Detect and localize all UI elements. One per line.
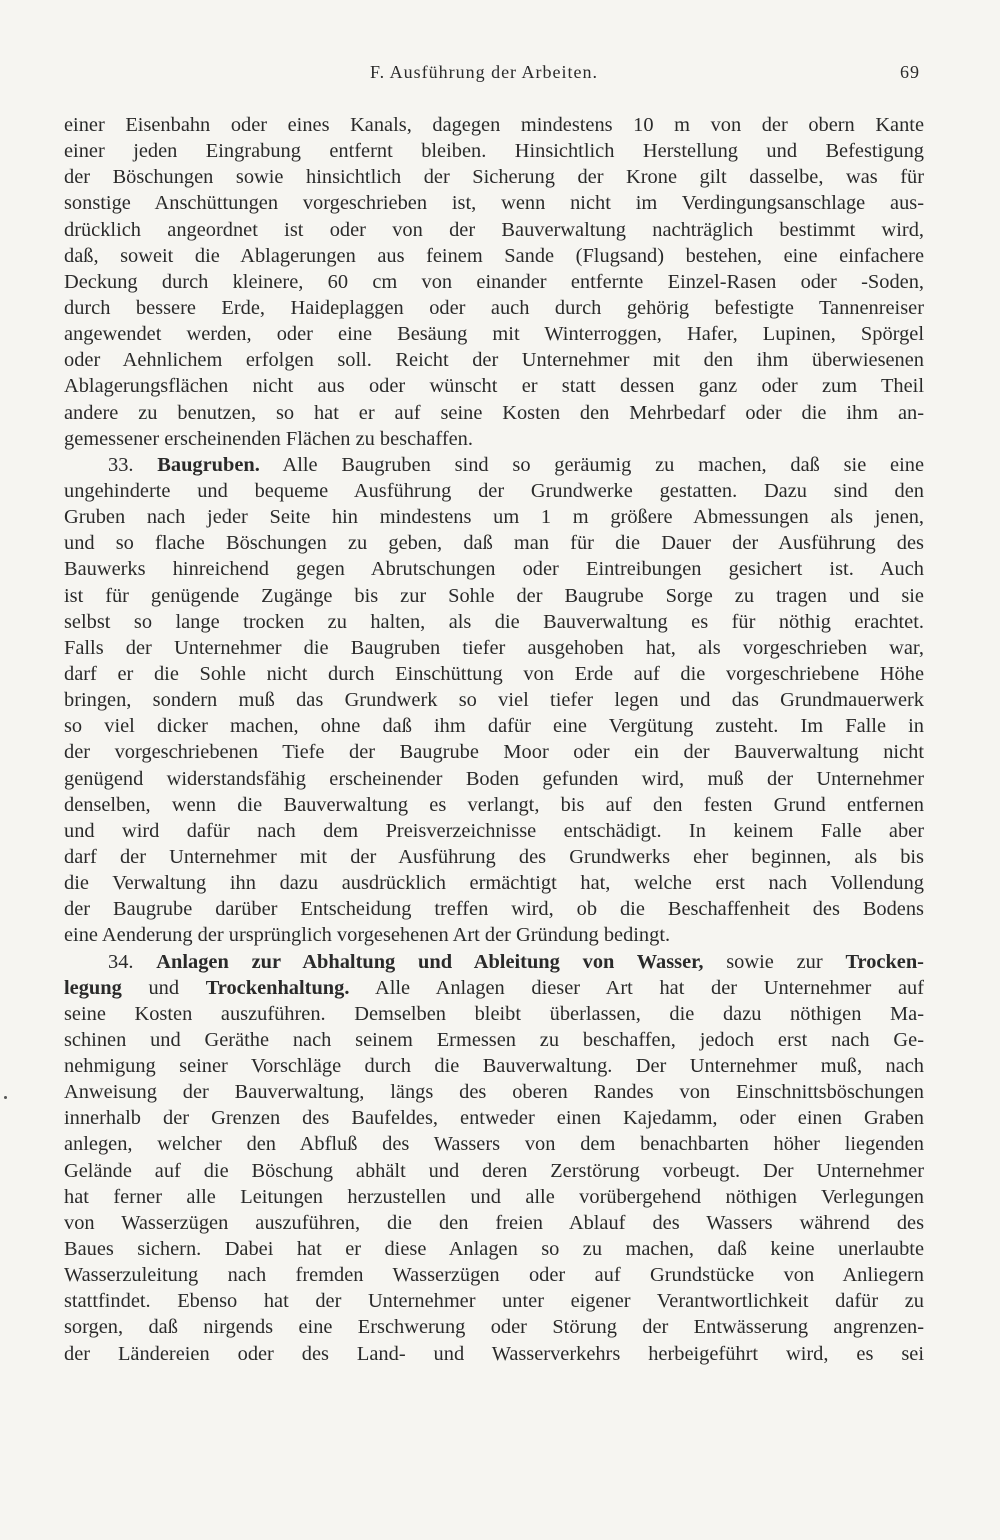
text-line: Anweisung der Bauverwaltung, längs des oberen Randes von Einschnittsböschungen	[64, 1081, 924, 1104]
section-34-title: Anlagen zur Abhaltung und Ableitung von Wasser,	[156, 950, 704, 973]
text-line: gemessener erscheinenden Flächen zu beschaffen.	[64, 427, 473, 450]
section-33-heading-line: 33. Baugruben. Alle Baugruben sind so geräumig zu machen, daß sie eine	[108, 453, 924, 476]
text-line: selbst so lange trocken zu halten, als die Bauverwaltung es für nöthig erachtet.	[64, 610, 924, 633]
text-line: anlegen, welcher den Abfluß des Wassers von dem benachbarten höher liegenden	[64, 1133, 924, 1156]
section-34-heading-line-2: legung und Trockenhaltung. Alle Anlagen dieser Art hat der Unternehmer auf	[64, 976, 924, 999]
section-33-title: Baugruben.	[157, 453, 260, 476]
text-line: denselben, wenn die Bauverwaltung es verlangt, bis auf den festen Grund entfernen	[64, 793, 924, 816]
text-line: so viel dicker machen, ohne daß ihm dafür eine Vergütung zusteht. Im Falle in	[64, 715, 924, 738]
running-head-title: F. Ausführung der Arbeiten.	[370, 62, 599, 82]
text-line: sorgen, daß nirgends eine Erschwerung oder Störung der Entwässerung angrenzen-	[64, 1316, 924, 1339]
text-line: sonstige Anschüttungen vorgeschrieben ist, wenn nicht im Verdingungsanschlage aus-	[64, 192, 924, 215]
text-line: Ablagerungsflächen nicht aus oder wünscht er statt dessen ganz oder zum Theil	[64, 375, 924, 398]
text-line: Baues sichern. Dabei hat er diese Anlagen so zu machen, daß keine unerlaubte	[64, 1238, 924, 1261]
text-line: der Ländereien oder des Land- und Wasserverkehrs herbeigeführt wird, es sei	[64, 1342, 924, 1365]
text-line: innerhalb der Grenzen des Baufeldes, entweder einen Kajedamm, oder einen Graben	[64, 1107, 924, 1130]
text-line: genügend widerstandsfähig erscheinender Boden gefunden wird, muß der Unternehmer	[64, 767, 924, 790]
text-line: daß, soweit die Ablagerungen aus feinem Sande (Flugsand) bestehen, eine einfachere	[64, 244, 924, 267]
section-34-heading-line: 34. Anlagen zur Abhaltung und Ableitung von Wasser, sowie zur Trocken-	[108, 950, 924, 973]
text-line: nehmigung seiner Vorschläge durch die Bauverwaltung. Der Unternehmer muß, nach	[64, 1055, 924, 1078]
page-number: 69	[900, 62, 920, 82]
text-line: und so flache Böschungen zu geben, daß man für die Dauer der Ausführung des	[64, 532, 924, 555]
text-line: oder Aehnlichem erfolgen soll. Reicht der Unternehmer mit den ihm überwiesenen	[64, 349, 924, 372]
text-line: Falls der Unternehmer die Baugruben tiefer ausgehoben hat, als vorgeschrieben war,	[64, 636, 924, 659]
text-line: andere zu benutzen, so hat er auf seine Kosten den Mehrbedarf oder die ihm an-	[64, 401, 924, 424]
text-line: die Verwaltung ihn dazu ausdrücklich ermächtigt hat, welche erst nach Vollendung	[64, 872, 924, 895]
text-line: einer Eisenbahn oder eines Kanals, dagegen mindestens 10 m von der obern Kante	[64, 114, 924, 136]
text-line: eine Aenderung der ursprünglich vorgesehenen Art der Gründung bedingt.	[64, 924, 671, 947]
text-line: bringen, sondern muß das Grundwerk so viel tiefer legen und das Grundmauerwerk	[64, 689, 924, 712]
text-line: einer jeden Eingrabung entfernt bleiben. Hinsichtlich Herstellung und Befestigung	[64, 140, 924, 163]
text-line: darf er die Sohle nicht durch Einschüttung von Erde auf die vorgeschriebene Höhe	[64, 662, 924, 685]
body-text	[64, 112, 924, 1367]
text-line: der Böschungen sowie hinsichtlich der Sicherung der Krone gilt dasselbe, was für	[64, 166, 924, 189]
text-line: Gruben nach jeder Seite hin mindestens um 1 m größere Abmessungen als jenen,	[64, 506, 924, 529]
text-line: der Baugrube darüber Entscheidung treffen wird, ob die Beschaffenheit des Bodens	[64, 898, 924, 921]
text-line: der vorgeschriebenen Tiefe der Baugrube Moor oder ein der Bauverwaltung nicht	[64, 741, 924, 764]
text-line: drücklich angeordnet ist oder von der Bauverwaltung nachträglich bestimmt wird,	[64, 218, 924, 241]
text-line: Bauwerks hinreichend gegen Abrutschungen oder Eintreibungen gesichert ist. Auch	[64, 558, 924, 581]
text-line: seine Kosten auszuführen. Demselben bleibt überlassen, die dazu nöthigen Ma-	[64, 1002, 924, 1025]
text-line: Gelände auf die Böschung abhält und deren Zerstörung vorbeugt. Der Unternehmer	[64, 1159, 924, 1182]
margin-speck	[4, 1096, 7, 1099]
text-line: Wasserzuleitung nach fremden Wasserzügen oder auf Grundstücke von Anliegern	[64, 1264, 924, 1287]
text-line: Deckung durch kleinere, 60 cm von einander entfernte Einzel-Rasen oder -Soden,	[64, 270, 924, 293]
text-line: schinen und Geräthe nach seinem Ermessen zu beschaffen, jedoch erst nach Ge-	[64, 1028, 924, 1051]
text-line: ungehinderte und bequeme Ausführung der Grundwerke gestatten. Dazu sind den	[64, 479, 924, 502]
text-line: ist für genügende Zugänge bis zur Sohle der Baugrube Sorge zu tragen und sie	[64, 584, 924, 607]
text-line: hat ferner alle Leitungen herzustellen und alle vorübergehend nöthigen Verlegungen	[64, 1185, 924, 1208]
text-line: durch bessere Erde, Haideplaggen oder auch durch gehörig befestigte Tannenreiser	[64, 296, 924, 319]
text-line: von Wasserzügen auszuführen, die den freien Ablauf des Wassers während des	[64, 1211, 924, 1234]
running-head	[64, 58, 924, 88]
text-line: und wird dafür nach dem Preisverzeichnisse entschädigt. In keinem Falle aber	[64, 819, 924, 842]
text-line: angewendet werden, oder eine Besäung mit Winterroggen, Hafer, Lupinen, Spörgel	[64, 323, 924, 346]
text-line: stattfindet. Ebenso hat der Unternehmer unter eigener Verantwortlichkeit dafür zu	[64, 1290, 924, 1313]
text-line: darf der Unternehmer mit der Ausführung des Grundwerks eher beginnen, als bis	[64, 845, 924, 868]
